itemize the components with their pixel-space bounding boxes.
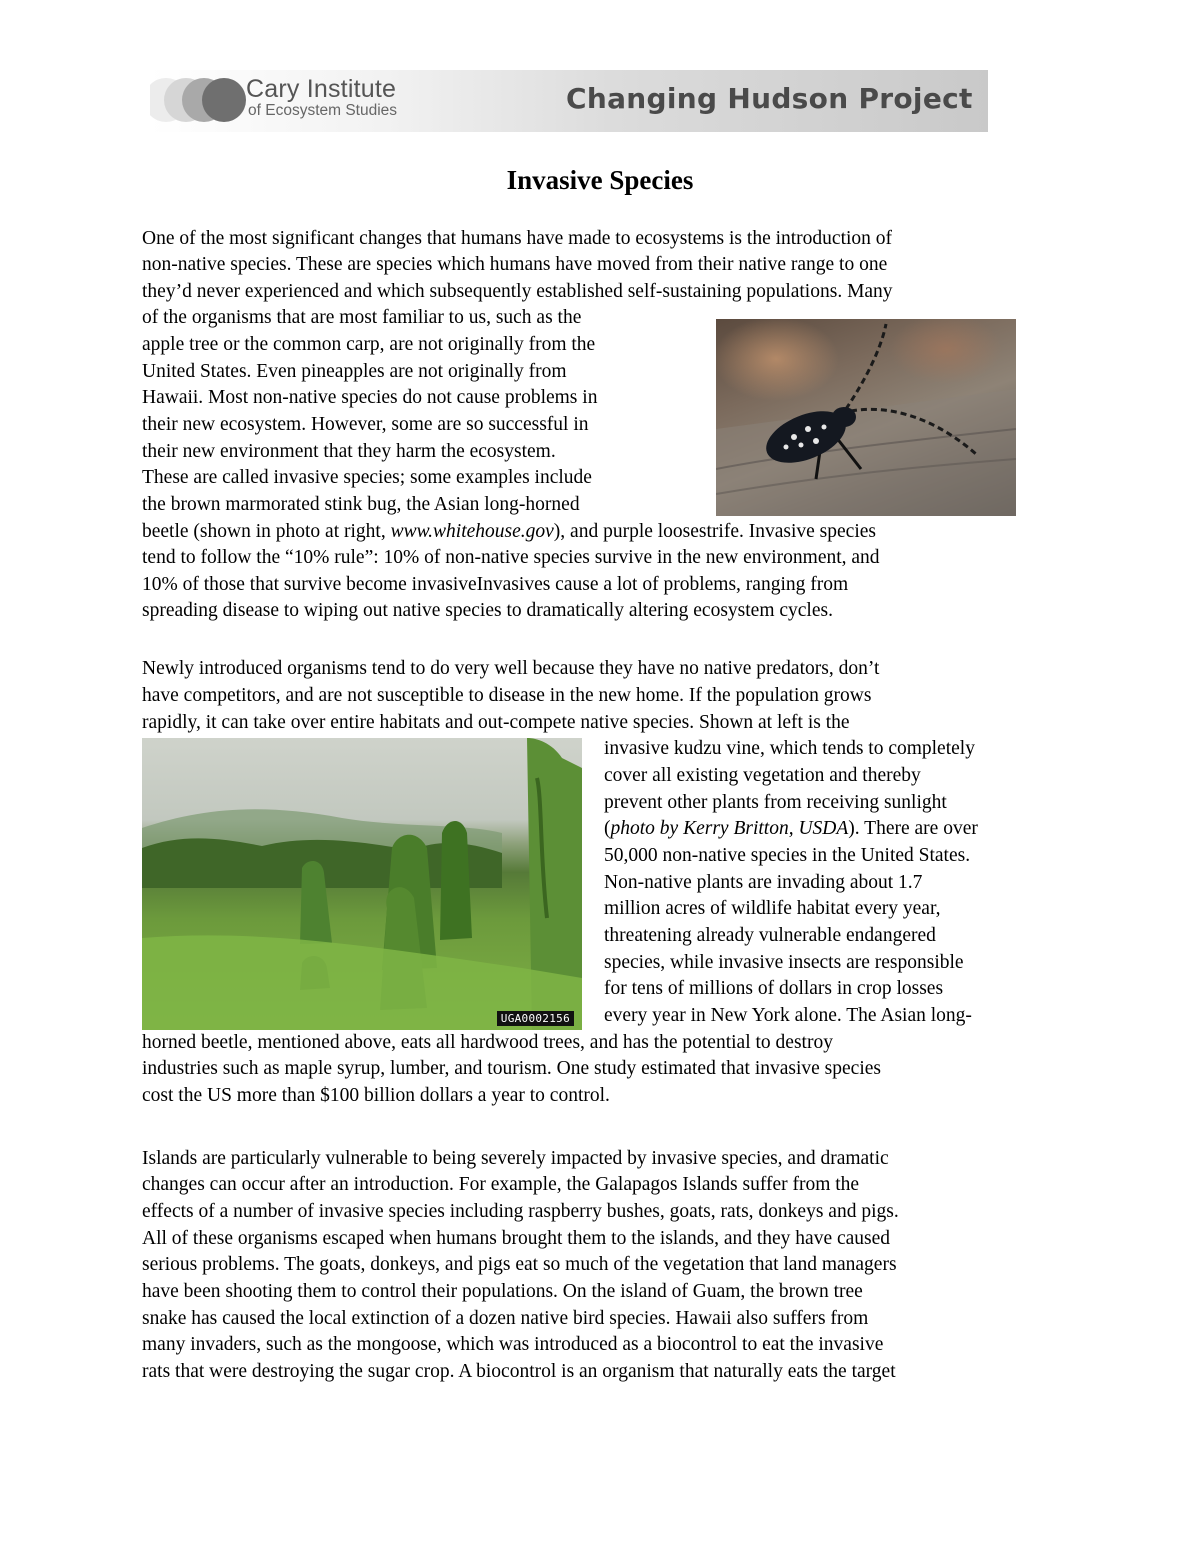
text-line: These are called invasive species; some examples include	[142, 467, 592, 488]
text-span: ), and purple loosestrife. Invasive species	[553, 521, 876, 542]
text-line: cost the US more than $100 billion dollars a year to control.	[142, 1085, 610, 1106]
org-subtitle: of Ecosystem Studies	[248, 102, 398, 119]
text-line: One of the most significant changes that humans have made to ecosystems is the introduction of	[142, 228, 893, 249]
project-title: Changing Hudson Project	[566, 82, 973, 115]
text-line: cover all existing vegetation and thereby	[604, 765, 921, 786]
photo-credit: photo by Kerry Britton, USDA	[610, 818, 849, 839]
text-line: every year in New York alone. The Asian long-	[604, 1005, 972, 1026]
text-line: they’d never experienced and which subsequently established self-sustaining populations. Many	[142, 281, 893, 302]
header-banner	[150, 70, 988, 132]
text-line: species, while invasive insects are responsible	[604, 952, 964, 973]
text-line: serious problems. The goats, donkeys, and pigs eat so much of the vegetation that land managers	[142, 1254, 897, 1275]
cary-logo-icon	[150, 74, 245, 126]
photo-id-tag: UGA0002156	[497, 1011, 574, 1026]
text-line: have been shooting them to control their populations. On the island of Guam, the brown tree	[142, 1281, 863, 1302]
text-line: Newly introduced organisms tend to do very well because they have no native predators, don’t	[142, 658, 880, 679]
text-span: ). There are over	[848, 818, 978, 839]
text-line: their new environment that they harm the ecosystem.	[142, 441, 556, 462]
text-line: rats that were destroying the sugar crop. A biocontrol is an organism that naturally eats the target	[142, 1361, 896, 1382]
text-line: industries such as maple syrup, lumber, and tourism. One study estimated that invasive species	[142, 1058, 881, 1079]
text-line: spreading disease to wiping out native species to dramatically altering ecosystem cycles.	[142, 600, 833, 621]
text-line: effects of a number of invasive species including raspberry bushes, goats, rats, donkeys and pigs.	[142, 1201, 899, 1222]
text-line	[142, 519, 876, 545]
text-line: snake has caused the local extinction of a dozen native bird species. Hawaii also suffers from	[142, 1308, 869, 1329]
text-line: Hawaii. Most non-native species do not cause problems in	[142, 387, 598, 408]
text-line: non-native species. These are species which humans have moved from their native range to one	[142, 254, 888, 275]
text-line: apple tree or the common carp, are not originally from the	[142, 334, 596, 355]
text-line: Non-native plants are invading about 1.7	[604, 872, 923, 893]
text-line: million acres of wildlife habitat every year,	[604, 898, 941, 919]
kudzu-image	[142, 738, 582, 1030]
text-span: beetle (shown in photo at right,	[142, 521, 391, 542]
text-line: of the organisms that are most familiar to us, such as the	[142, 307, 582, 328]
text-line: rapidly, it can take over entire habitats and out-compete native species. Shown at left is the	[142, 712, 850, 733]
text-line: prevent other plants from receiving sunlight	[604, 792, 947, 813]
text-line: threatening already vulnerable endangered	[604, 925, 936, 946]
text-line: (photo by Kerry Britton, USDA). There are over	[604, 818, 978, 839]
text-line: horned beetle, mentioned above, eats all hardwood trees, and has the potential to destroy	[142, 1032, 833, 1053]
text-line: have competitors, and are not susceptible to disease in the new home. If the population grows	[142, 685, 872, 706]
text-line: 10% of those that survive become invasiveInvasives cause a lot of problems, ranging from	[142, 574, 849, 595]
asian-longhorned-beetle-photo	[716, 319, 1016, 516]
text-line: their new ecosystem. However, some are so successful in	[142, 414, 589, 435]
text-line: many invaders, such as the mongoose, which was introduced as a biocontrol to eat the invasive	[142, 1334, 884, 1355]
kudzu-vine-photo	[142, 738, 582, 1030]
whitehouse-link[interactable]: www.whitehouse.gov	[390, 521, 554, 542]
text-line: the brown marmorated stink bug, the Asian long-horned	[142, 494, 580, 515]
text-line: United States. Even pineapples are not originally from	[142, 361, 567, 382]
page-title: Invasive Species	[506, 165, 694, 195]
text-line: 50,000 non-native species in the United States.	[604, 845, 971, 866]
org-name: Cary Institute	[246, 75, 397, 103]
text-line: invasive kudzu vine, which tends to completely	[604, 738, 975, 759]
text-line: Islands are particularly vulnerable to being severely impacted by invasive species, and dramatic	[142, 1148, 889, 1169]
text-line: tend to follow the “10% rule”: 10% of non-native species survive in the new environment, and	[142, 547, 880, 568]
text-line: All of these organisms escaped when humans brought them to the islands, and they have caused	[142, 1228, 891, 1249]
text-line: changes can occur after an introduction. For example, the Galapagos Islands suffer from the	[142, 1174, 860, 1195]
text-line: for tens of millions of dollars in crop losses	[604, 978, 944, 999]
beetle-image	[716, 319, 1016, 516]
